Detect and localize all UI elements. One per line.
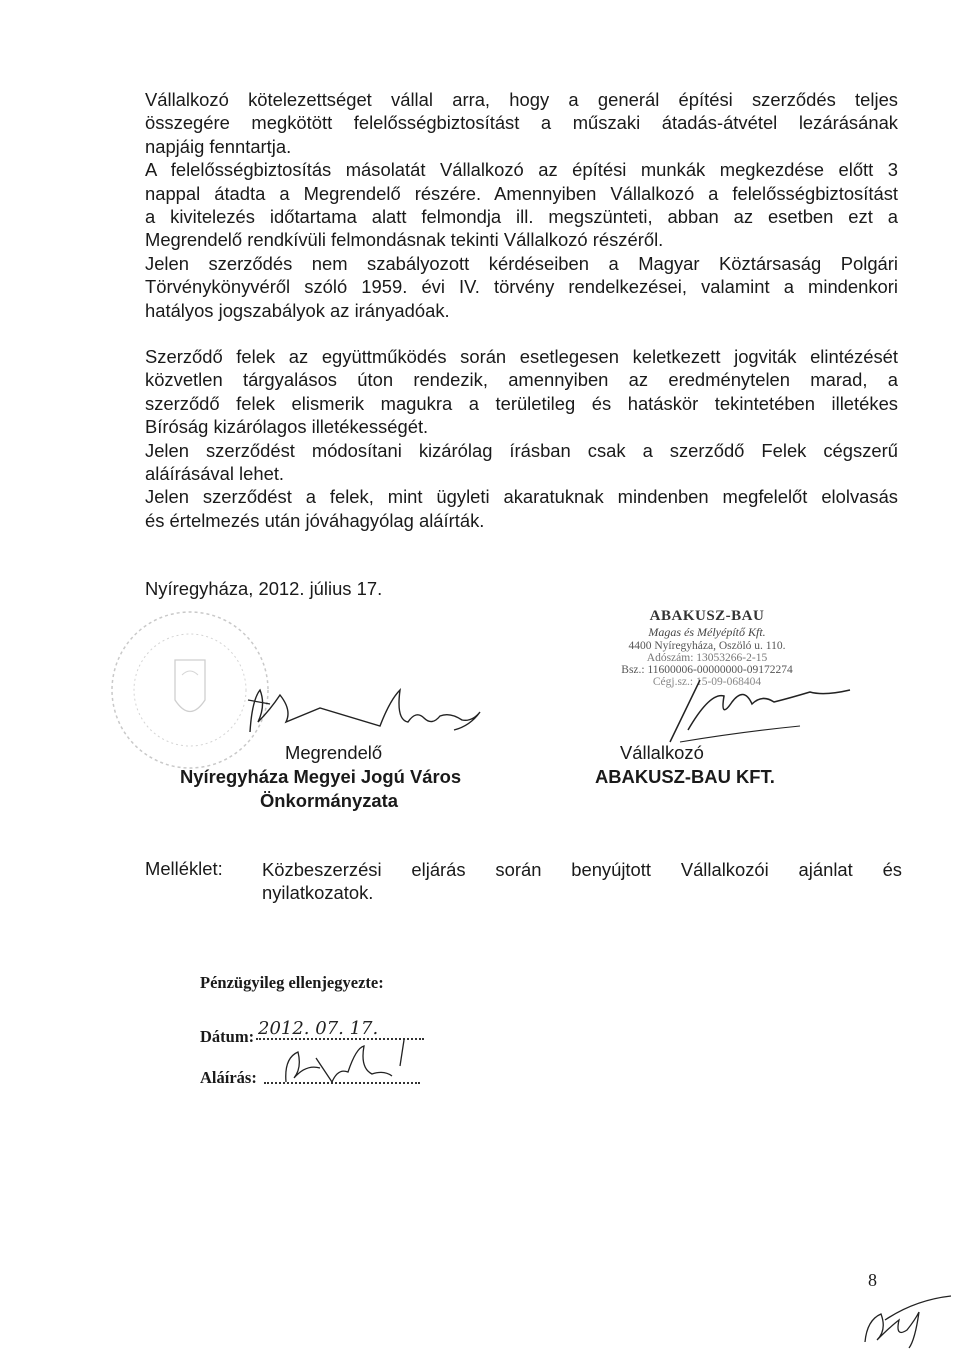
text-line: napjáig fenntartja. <box>145 135 292 157</box>
text-line: Vállalkozó kötelezettséget vállal arra, hogy a generál építési szerződés teljes <box>145 89 898 110</box>
paragraph-insurance <box>145 88 898 322</box>
text-line: a kivitelezés időtartama alatt felmondja ill. megszünteti, abban az esetben ezt a <box>145 205 898 227</box>
stamp-tax-number: Adószám: 13053266-2-15 <box>646 652 768 664</box>
text-line: Szerződő felek az együttműködés során esetlegesen keletkezett jogviták elintézését <box>145 346 898 367</box>
client-name-line2: Önkormányzata <box>260 790 398 811</box>
finance-signature <box>276 1038 416 1088</box>
text-line: aláírásával lehet. <box>145 462 285 484</box>
page-initials <box>855 1290 955 1350</box>
attachment-text-line: Közbeszerzési eljárás során benyújtott Vállalkozói ajánlat és <box>262 859 902 880</box>
page-number: 8 <box>868 1270 877 1290</box>
text-line: nappal átadta a Megrendelő részére. Amennyiben Vállalkozó a felelősségbiztosítást <box>145 182 898 204</box>
stamp-registry-number: Cégj.sz.: 15-09-068404 <box>652 676 762 688</box>
place-date: Nyíregyháza, 2012. július 17. <box>145 578 383 599</box>
text-line: és értelmezés után jóváhagyólag aláírták. <box>145 509 485 531</box>
text-line: Megrendelő rendkívüli felmondásnak tekinti Vállalkozó részéről. <box>145 229 664 251</box>
stamp-company-name: ABAKUSZ-BAU <box>649 608 765 624</box>
text-line: Jelen szerződés nem szabályozott kérdéseiben a Magyar Köztársaság Polgári <box>145 252 898 274</box>
text-line: A felelősségbiztosítás másolatát Vállalkozó az építési munkák megkezdése előtt 3 <box>145 159 898 181</box>
stamp-company-type: Magas és Mélyépítő Kft. <box>648 625 766 639</box>
client-signature <box>240 660 500 740</box>
finance-title: Pénzügyileg ellenjegyezte: <box>200 973 384 992</box>
attachment-text <box>262 858 902 905</box>
attachment-text-line: nyilatkozatok. <box>262 882 374 904</box>
text-line: összegére megkötött felelősségbiztosítást a műszaki átadás-átvétel lezárásának <box>145 112 898 134</box>
attachment-label: Melléklet: <box>145 858 223 879</box>
paragraph-disputes <box>145 345 898 532</box>
text-line: Törvénykönyvéről szóló 1959. évi IV. törvény rendelkezései, valamint a mindenkori <box>145 276 898 298</box>
contractor-role: Vállalkozó <box>620 742 704 763</box>
contractor-signature <box>640 672 870 752</box>
text-line: hatályos jogszabályok az irányadóak. <box>145 299 450 321</box>
text-line: szerződő felek elismerik magukra a területileg és hatáskör tekintetében illetékes <box>145 392 898 414</box>
client-name-line1: Nyíregyháza Megyei Jogú Város <box>180 766 462 787</box>
text-line: Bíróság kizárólagos illetékességét. <box>145 416 429 438</box>
stamp-bank-account: Bsz.: 11600006-00000000-09172274 <box>621 664 793 676</box>
finance-signature-label: Aláírás: <box>200 1068 257 1087</box>
client-role: Megrendelő <box>285 742 383 763</box>
text-line: Jelen szerződést a felek, mint ügyleti akaratuknak mindenben megfelelőt elolvasás <box>145 486 898 508</box>
text-line: közvetlen tárgyalásos úton rendezik, amennyiben az eredménytelen marad, a <box>145 369 898 391</box>
finance-date-label: Dátum: <box>200 1027 255 1046</box>
stamp-address: 4400 Nyíregyháza, Oszöló u. 110. <box>628 640 786 652</box>
finance-date-value: 2012. 07. 17. <box>258 1018 379 1039</box>
text-line: Jelen szerződést módosítani kizárólag írásban csak a szerződő Felek cégszerű <box>145 439 898 461</box>
contractor-name: ABAKUSZ-BAU KFT. <box>595 766 775 787</box>
